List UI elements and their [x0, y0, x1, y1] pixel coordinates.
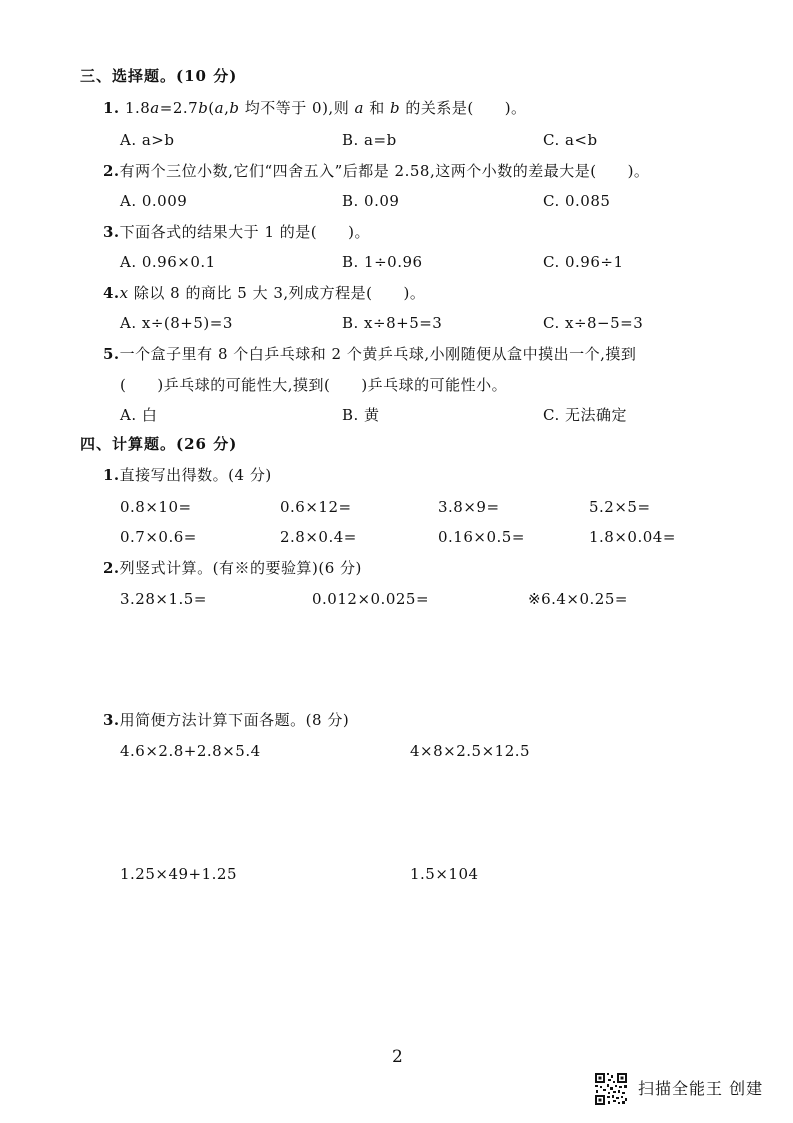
- page-number: 2: [392, 1047, 403, 1067]
- q1-text-b: =2.7: [159, 99, 199, 117]
- q1-text-c: (: [208, 99, 215, 117]
- q3-option-c[interactable]: C. 0.96÷1: [543, 253, 624, 271]
- q2-option-a[interactable]: A. 0.009: [120, 192, 188, 210]
- question-text-line1: 一个盒子里有 8 个白乒乓球和 2 个黄乒乓球,小刚随便从盒中摸出一个,摸到: [119, 345, 637, 363]
- q4-option-b[interactable]: B. x÷8+5=3: [342, 314, 443, 332]
- vertical-calc-item[interactable]: 3.28×1.5=: [120, 590, 207, 608]
- qr-code-icon: [594, 1072, 628, 1106]
- calc-question-2: [103, 558, 362, 578]
- q1-text-f: 和: [363, 99, 390, 117]
- q4-option-c[interactable]: C. x÷8−5=3: [543, 314, 644, 332]
- calc-question-1: [103, 465, 272, 485]
- q1-text-a: 1.8: [119, 99, 151, 117]
- choice-question-5: [103, 344, 636, 364]
- mental-calc-item[interactable]: 0.7×0.6=: [120, 528, 197, 546]
- vertical-calc-item[interactable]: ※6.4×0.25=: [528, 590, 628, 608]
- simplify-calc-item[interactable]: 1.25×49+1.25: [120, 865, 238, 883]
- simplify-calc-item[interactable]: 1.5×104: [410, 865, 479, 883]
- q1-option-a[interactable]: A. a>b: [120, 131, 175, 149]
- question-text: 用简便方法计算下面各题。(8 分): [119, 711, 350, 729]
- choice-question-4: [103, 283, 425, 303]
- q2-option-c[interactable]: C. 0.085: [543, 192, 611, 210]
- q1-var-e: a: [354, 99, 364, 117]
- q1-option-c[interactable]: C. a<b: [543, 131, 598, 149]
- choice-question-2: [103, 161, 649, 181]
- mental-calc-item[interactable]: 0.16×0.5=: [438, 528, 525, 546]
- section-title-calculation: 四、计算题。(26 分): [80, 435, 238, 453]
- q1-option-b[interactable]: B. a=b: [342, 131, 397, 149]
- scanner-watermark: [594, 1070, 774, 1110]
- q1-var-b: b: [198, 99, 209, 117]
- choice-question-1: [103, 98, 527, 118]
- q1-var-a: a: [150, 99, 160, 117]
- question-number: 3.: [103, 711, 120, 729]
- q5-option-b[interactable]: B. 黄: [342, 406, 380, 424]
- q1-text-g: 的关系是( )。: [400, 99, 527, 117]
- simplify-calc-item[interactable]: 4×8×2.5×12.5: [410, 742, 531, 760]
- question-text: 下面各式的结果大于 1 的是( )。: [119, 223, 370, 241]
- mental-calc-item[interactable]: 0.6×12=: [280, 498, 352, 516]
- question-number: 5.: [103, 345, 120, 363]
- q1-text-e: 均不等于 0),则: [239, 99, 355, 117]
- q5-option-a[interactable]: A. 白: [120, 406, 158, 424]
- choice-question-3: [103, 222, 370, 242]
- watermark-text: 扫描全能王 创建: [638, 1079, 764, 1098]
- q1-var-c: a: [214, 99, 225, 117]
- q1-var-d: b: [229, 99, 240, 117]
- vertical-calc-item[interactable]: 0.012×0.025=: [312, 590, 430, 608]
- question-number: 2.: [103, 162, 120, 180]
- q3-option-a[interactable]: A. 0.96×0.1: [120, 253, 216, 271]
- question-text-line2: ( )乒乓球的可能性大,摸到( )乒乓球的可能性小。: [120, 376, 508, 394]
- section-title-choice: 三、选择题。(10 分): [80, 67, 238, 85]
- question-number: 4.: [103, 284, 120, 302]
- question-text: 列竖式计算。(有※的要验算)(6 分): [119, 559, 362, 577]
- q2-option-b[interactable]: B. 0.09: [342, 192, 400, 210]
- mental-calc-item[interactable]: 3.8×9=: [438, 498, 500, 516]
- q4-option-a[interactable]: A. x÷(8+5)=3: [120, 314, 233, 332]
- q3-option-b[interactable]: B. 1÷0.96: [342, 253, 423, 271]
- question-text: 直接写出得数。(4 分): [119, 466, 272, 484]
- q1-text-d: ,: [224, 99, 230, 117]
- calc-question-3: [103, 710, 349, 730]
- mental-calc-item[interactable]: 5.2×5=: [589, 498, 651, 516]
- question-number: 1.: [103, 99, 120, 117]
- mental-calc-item[interactable]: 1.8×0.04=: [589, 528, 676, 546]
- question-number: 3.: [103, 223, 120, 241]
- mental-calc-item[interactable]: 0.8×10=: [120, 498, 192, 516]
- question-number: 2.: [103, 559, 120, 577]
- q1-var-f: b: [389, 99, 401, 117]
- question-text: 有两个三位小数,它们“四舍五入”后都是 2.58,这两个小数的差最大是( )。: [119, 162, 650, 180]
- q5-option-c[interactable]: C. 无法确定: [543, 406, 627, 424]
- q4-var: x: [119, 284, 129, 302]
- question-number: 1.: [103, 466, 120, 484]
- mental-calc-item[interactable]: 2.8×0.4=: [280, 528, 357, 546]
- simplify-calc-item[interactable]: 4.6×2.8+2.8×5.4: [120, 742, 261, 760]
- question-text: 除以 8 的商比 5 大 3,列成方程是( )。: [128, 284, 426, 302]
